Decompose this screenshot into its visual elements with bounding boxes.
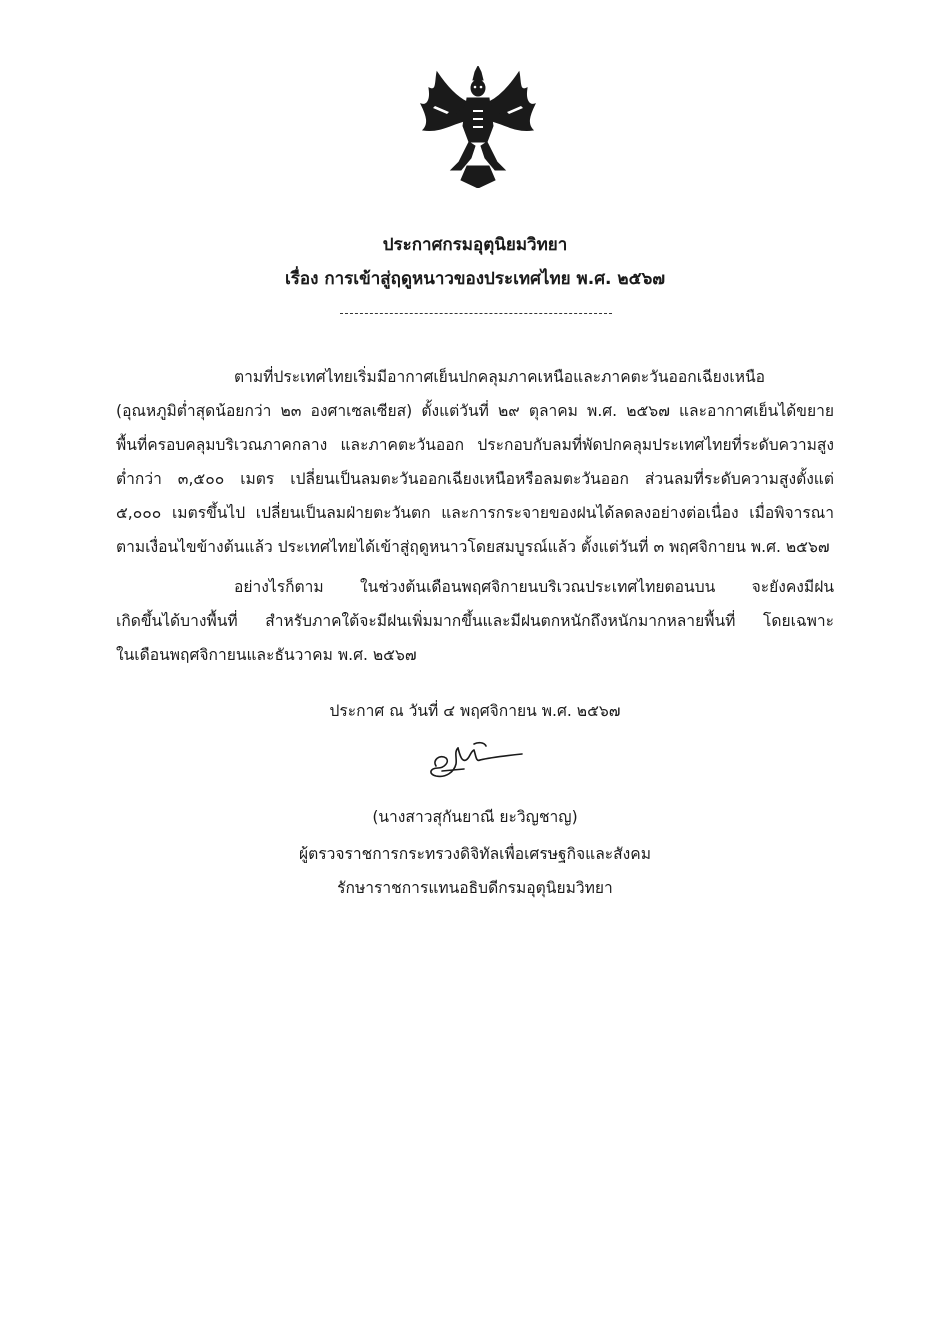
paragraph-line: ตามเงื่อนไขข้างต้นแล้ว ประเทศไทยได้เข้าสู่ฤดูหนาวโดยสมบูรณ์แล้ว ตั้งแต่วันที่ ๓ พฤศจิกายน พ.ศ. ๒๕๖๗ [116,538,830,556]
paragraph-line: เกิดขึ้นได้บางพื้นที่ สำหรับภาคใต้จะมีฝนเพิ่มมากขึ้นและมีฝนตกหนักถึงหนักมากหลายพื้นที่ โดยเฉพาะ [116,612,834,630]
paragraph-line: ต่ำกว่า ๓,๕๐๐ เมตร เปลี่ยนเป็นลมตะวันออกเฉียงเหนือหรือลมตะวันออก ส่วนลมที่ระดับความสูงตั้งแต่ [116,470,834,488]
paragraph-line: ตามที่ประเทศไทยเริ่มมีอากาศเย็นปกคลุมภาคเหนือและภาคตะวันออกเฉียงเหนือ [234,368,766,386]
title-divider [340,313,612,314]
signer-name: (นางสาวสุกันยาณี ยะวิญชาญ) [372,808,578,826]
paragraph-line: ๕,๐๐๐ เมตรขึ้นไป เปลี่ยนเป็นลมฝ่ายตะวันตก และการกระจายของฝนได้ลดลงอย่างต่อเนื่อง เมื่อพิจารณา [116,504,834,522]
announcement-subject: เรื่อง การเข้าสู่ฤดูหนาวของประเทศไทย พ.ศ. ๒๕๖๗ [284,269,666,289]
paragraph-line: อย่างไรก็ตาม ในช่วงต้นเดือนพฤศจิกายนบริเวณประเทศไทยตอนบน จะยังคงมีฝน [234,578,834,596]
handwritten-signature-icon [422,738,526,780]
paragraph-line: พื้นที่ครอบคลุมบริเวณภาคกลาง และภาคตะวันออก ประกอบกับลมที่พัดปกคลุมประเทศไทยที่ระดับความสูง [116,436,834,454]
garuda-emblem-icon [415,66,541,188]
paragraph-line: (อุณหภูมิต่ำสุดน้อยกว่า ๒๓ องศาเซลเซียส) ตั้งแต่วันที่ ๒๙ ตุลาคม พ.ศ. ๒๕๖๗ และอากาศเย็นได้ขยาย [116,402,834,420]
announcement-date: ประกาศ ณ วันที่ ๔ พฤศจิกายน พ.ศ. ๒๕๖๗ [329,702,621,720]
signer-position: ผู้ตรวจราชการกระทรวงดิจิทัลเพื่อเศรษฐกิจและสังคม [298,845,651,863]
body-paragraph-2 [116,570,834,672]
signer-acting-position: รักษาราชการแทนอธิบดีกรมอุตุนิยมวิทยา [337,879,613,897]
paragraph-line: ในเดือนพฤศจิกายนและธันวาคม พ.ศ. ๒๕๖๗ [116,646,417,664]
announcement-title: ประกาศกรมอุตุนิยมวิทยา [382,235,568,255]
body-paragraph-1 [116,360,834,564]
